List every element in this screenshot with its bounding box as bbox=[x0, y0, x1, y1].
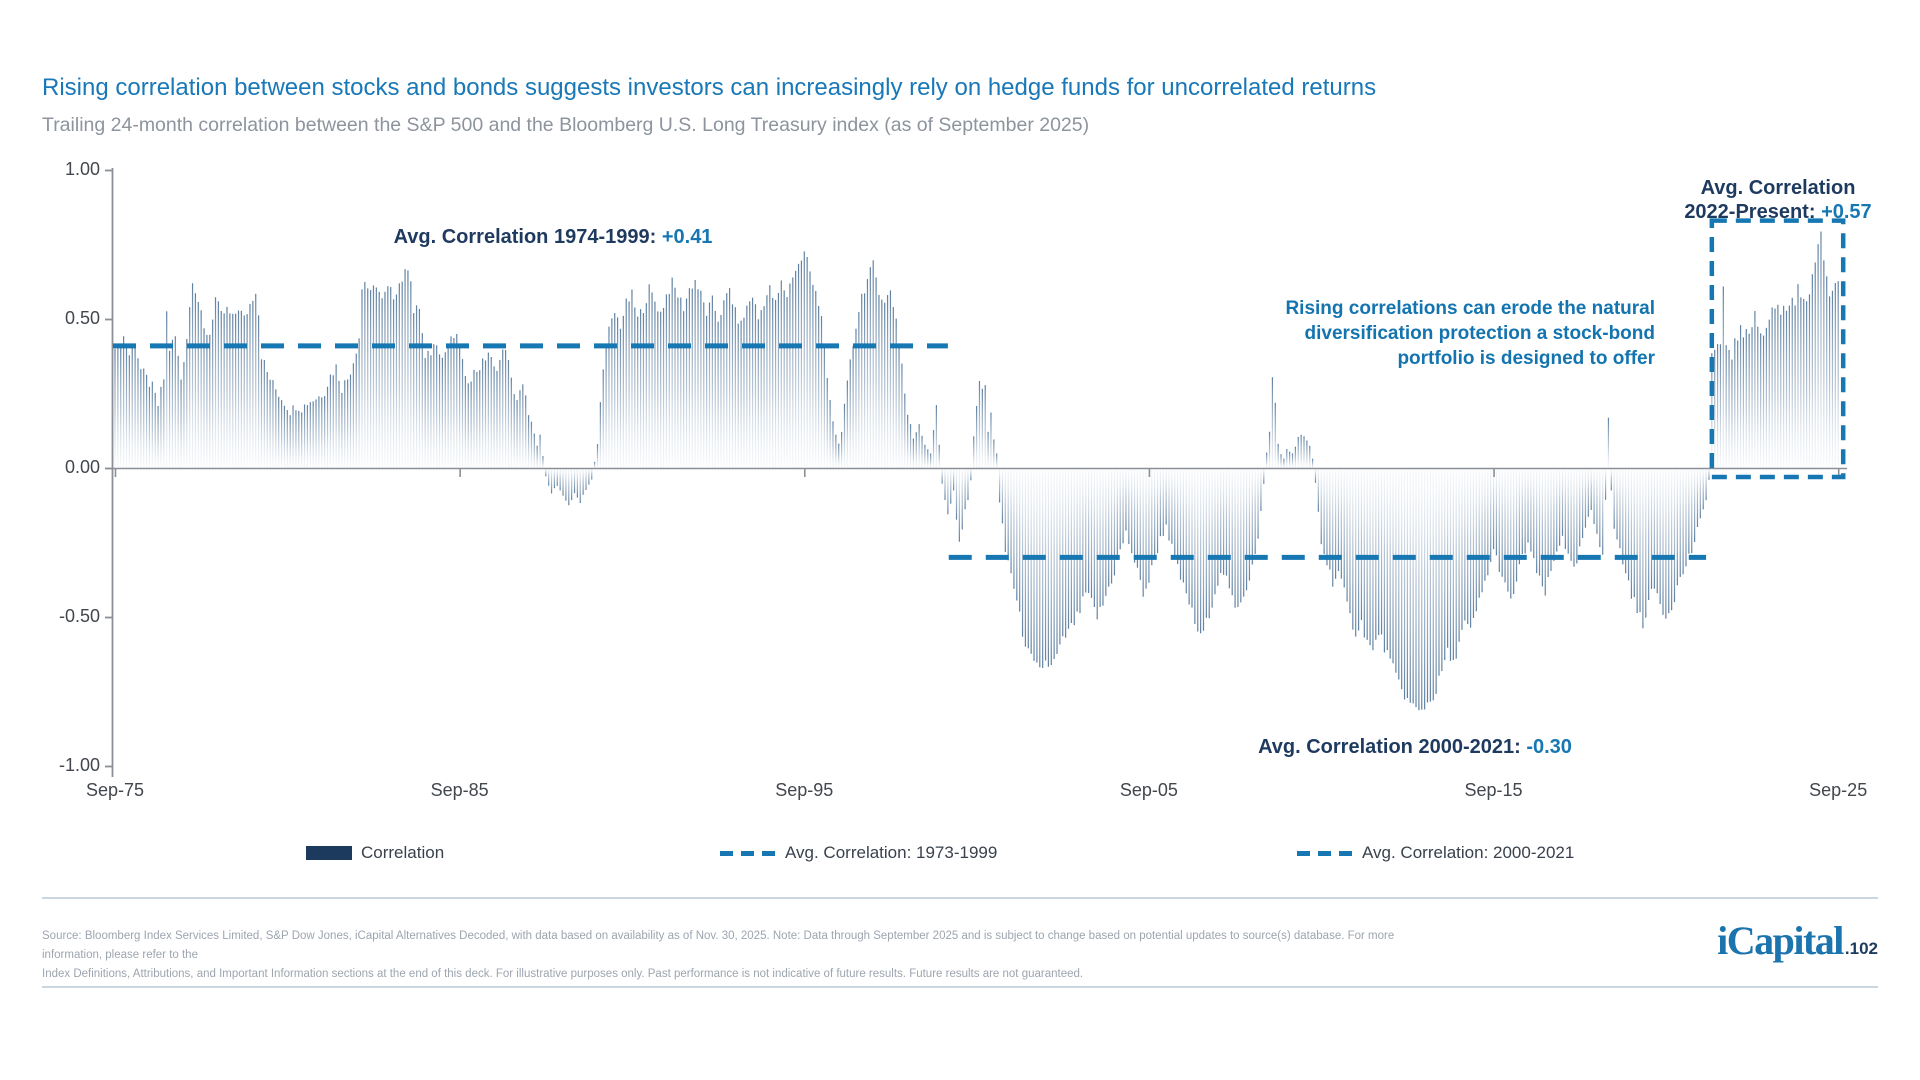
source-note bbox=[42, 927, 1442, 984]
y-axis-label: 1.00 bbox=[64, 159, 100, 179]
annotation-avg-2022-line1: Avg. Correlation bbox=[1700, 177, 1856, 199]
legend-item-correlation-label: Correlation bbox=[361, 843, 445, 862]
annotation-avg-2000-2021-value: -0.30 bbox=[1526, 736, 1572, 758]
y-axis-label: -0.50 bbox=[58, 606, 100, 626]
x-axis-label: Sep-15 bbox=[1464, 780, 1523, 800]
legend-item-avg-2000-2021-label: Avg. Correlation: 2000-2021 bbox=[1362, 843, 1575, 862]
x-axis-label: Sep-25 bbox=[1809, 780, 1868, 800]
y-axis-label: 0.50 bbox=[64, 308, 100, 328]
x-axis-label: Sep-05 bbox=[1119, 780, 1178, 800]
x-axis-label: Sep-75 bbox=[85, 780, 145, 800]
icapital-wordmark: iCapital bbox=[1717, 918, 1843, 963]
y-axis-label: -1.00 bbox=[58, 755, 100, 775]
annotation-avg-2022-line2-label: 2022-Present: bbox=[1684, 201, 1822, 223]
legend-solid-swatch bbox=[306, 846, 352, 860]
page-title: Rising correlation between stocks and bonds suggests investors can increasingly rely on hedge funds for uncorrelated returns bbox=[42, 74, 1377, 101]
legend-item-avg-2000-2021 bbox=[1297, 844, 1574, 862]
legend-dashed-swatch-1 bbox=[720, 851, 776, 856]
legend-item-correlation bbox=[306, 844, 444, 862]
annotation-avg-2000-2021-label: Avg. Correlation 2000-2021: bbox=[1258, 736, 1527, 758]
x-axis-label: Sep-95 bbox=[775, 780, 834, 800]
x-axis-label: Sep-85 bbox=[430, 780, 489, 800]
annotation-avg-1974-1999-label: Avg. Correlation 1974-1999: bbox=[393, 226, 662, 248]
annotation-avg-1974-1999-value: +0.41 bbox=[661, 226, 713, 248]
callout-rising-correlations: Rising correlations can erode the natural diversification protection a stock-bond portfolio is designed to offer bbox=[1285, 298, 1655, 369]
source-note-line1: Source: Bloomberg Index Services Limited, S&P Dow Jones, iCapital Alternatives Decoded, with data based on availability as of Nov. 30, 2025. Note: Data through September 2025 and is subject to change based on potential updates to source(s) database. For more information, please refer to the bbox=[42, 930, 1395, 961]
source-note-line2: Index Definitions, Attributions, and Important Information sections at the end of this deck. For illustrative purposes only. Past performance is not indicative of future results. Future results are not guaranteed. bbox=[42, 968, 1084, 980]
annotation-avg-1974-1999 bbox=[338, 226, 768, 249]
y-axis-label: 0.00 bbox=[64, 457, 100, 477]
annotation-avg-2022-value: +0.57 bbox=[1821, 201, 1872, 223]
annotation-avg-2022-line2 bbox=[1618, 200, 1920, 224]
page-number: .102 bbox=[1844, 939, 1878, 958]
footer-divider-top bbox=[42, 897, 1878, 899]
annotation-avg-2022-present bbox=[1618, 176, 1920, 224]
legend-dashed-swatch-2 bbox=[1297, 851, 1353, 856]
annotation-avg-2000-2021 bbox=[1200, 736, 1630, 759]
icapital-logo bbox=[1717, 920, 1878, 962]
chart-subtitle: Trailing 24-month correlation between the S&P 500 and the Bloomberg U.S. Long Treasury index (as of September 2025) bbox=[42, 114, 1090, 136]
legend-item-avg-1973-1999 bbox=[720, 844, 997, 862]
footer-divider-bottom bbox=[42, 986, 1878, 988]
legend-item-avg-1973-1999-label: Avg. Correlation: 1973-1999 bbox=[785, 843, 998, 862]
